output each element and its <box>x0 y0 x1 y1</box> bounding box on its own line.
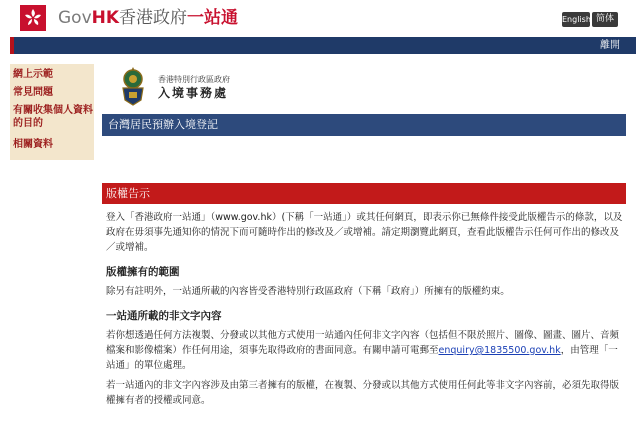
sidebar-item-related[interactable]: 相關資料 <box>13 139 53 150</box>
department-name-top: 香港特別行政區政府 <box>158 75 230 84</box>
sidebar <box>10 64 94 160</box>
email-link[interactable]: enquiry@1835500.gov.hk <box>438 345 561 356</box>
bauhinia-logo-icon[interactable] <box>20 5 46 31</box>
site-brand[interactable] <box>58 6 238 30</box>
sidebar-item-demo[interactable]: 網上示範 <box>13 69 53 80</box>
top-nav-bar <box>10 37 636 54</box>
intro-paragraph: 登入「香港政府一站通」（www.gov.hk）(下稱「一站通」）或其任何網頁，即表示你已無條件接受此版權告示的條款，以及政府在毋須事先通知你的情況下而可隨時作出的修改及／或增補。請定期瀏覽此網頁，查看此版權告示任何可作出的修改及／或增補。 <box>106 212 623 253</box>
language-simplified-button[interactable]: 简体 <box>592 12 618 27</box>
nontext-paragraph <box>106 328 626 373</box>
brand-zh: 香港政府 <box>119 8 188 28</box>
header <box>0 0 640 37</box>
nontext-text-1: 若你想透過任何方法複製、分發或以其他方式使用一站通內任何非文字內容（包括但不限於照片、圖像、圖畫、圖片、音頻檔案和影像檔案）作任何用途，須事先取得政府的書面同意。有關申請可電郵至 <box>106 330 620 356</box>
department-name: 入境事務處 <box>158 86 229 100</box>
heading-scope: 版權擁有的範圍 <box>106 266 180 278</box>
heading-nontext: 一站通所載的非文字內容 <box>106 310 222 322</box>
scope-paragraph: 除另有註明外，一站通所載的內容皆受香港特別行政區政府（下稱「政府」）所擁有的版權約束。 <box>106 286 510 297</box>
language-english-button[interactable]: English <box>562 12 590 27</box>
nontext-text-2: ，由管理「一站通」的單位處理。 <box>106 345 618 371</box>
section-title: 版權告示 <box>106 187 150 200</box>
thirdparty-paragraph: 若一站通內的非文字內容涉及由第三者擁有的版權，在複製、分發或以其他方式使用任何此等非文字內容前，必須先取得版權擁有者的授權或同意。 <box>106 380 620 406</box>
top-nav-accent <box>10 37 14 54</box>
sidebar-item-privacy[interactable]: 有關收集個人資料的目的 <box>13 105 93 129</box>
main-content <box>102 180 626 426</box>
leave-button[interactable]: 離開 <box>600 40 620 51</box>
sidebar-item-faq[interactable]: 常見問題 <box>13 87 53 98</box>
immigration-badge-icon <box>118 66 148 106</box>
brand-hk: HK <box>91 8 120 28</box>
service-title: 台灣居民預辦入境登記 <box>108 118 218 131</box>
section-title-bar <box>102 183 626 204</box>
brand-gov: Gov <box>58 8 92 28</box>
brand-zh-onestop: 一站通 <box>187 8 239 28</box>
